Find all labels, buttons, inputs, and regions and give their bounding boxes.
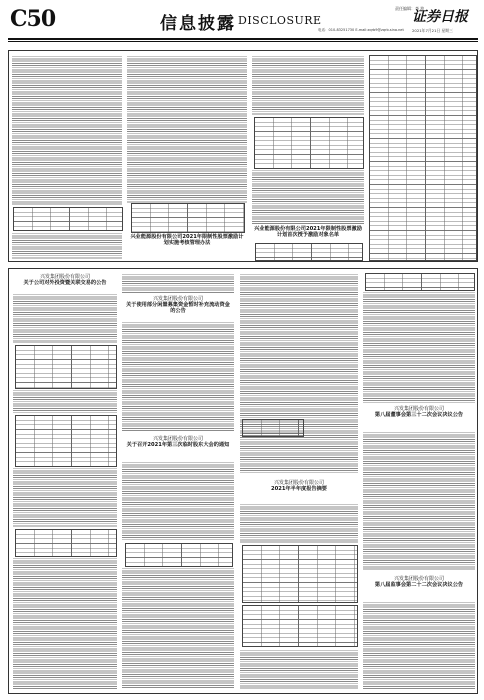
text-column: [12, 55, 122, 205]
notice-title: [124, 295, 232, 316]
data-table: [242, 419, 304, 437]
text-column: [122, 567, 234, 689]
notice-title: [129, 233, 245, 247]
notice-heading: 兴业能源股份有限公司2021年限制性股票激励计划实施考核管理办法: [130, 234, 244, 247]
data-table: [15, 345, 117, 389]
text-column: [252, 169, 364, 224]
contact-line: 电话：010-83251730 E-mail:zqrb9@zqrb.sina.net: [318, 28, 404, 32]
notice-heading: 关于使用部分闲置募集资金暂时补充流动资金的公告: [126, 302, 230, 315]
notice-title: [252, 225, 364, 239]
data-table: [131, 203, 245, 233]
text-column: [13, 389, 117, 413]
data-table: [254, 117, 364, 169]
company-name: 兴发集团股份有限公司: [152, 296, 203, 302]
upper-notice-panel: [8, 50, 478, 262]
notice-title: [242, 479, 356, 493]
company-name: 兴发集团股份有限公司: [39, 274, 90, 280]
data-table: [15, 415, 117, 467]
text-column: [240, 273, 358, 473]
text-column: [363, 601, 475, 689]
notice-heading: 第八届董事会第三十二次会议决议公告: [374, 412, 464, 419]
text-column: [252, 55, 364, 115]
text-column: [363, 291, 475, 403]
data-table: [255, 243, 363, 261]
text-column: [240, 649, 358, 689]
data-table: [15, 529, 117, 557]
text-column: [122, 273, 234, 293]
notice-heading: 关于公司对外投资暨关联交易的公告: [23, 280, 107, 287]
text-column: [12, 232, 122, 259]
text-column: [127, 55, 247, 203]
company-name: 兴发集团股份有限公司: [273, 480, 324, 486]
notice-title: [365, 405, 473, 419]
data-table: [242, 605, 358, 647]
page-number: C50: [10, 6, 56, 32]
notice-title: [365, 575, 473, 589]
text-column: [363, 431, 475, 571]
data-table: [365, 273, 475, 291]
section-title-en: DISCLOSURE: [238, 14, 322, 27]
roster-table: [369, 55, 477, 261]
company-name: 兴发集团股份有限公司: [393, 576, 444, 582]
text-column: [13, 557, 117, 689]
data-table: [242, 545, 358, 603]
text-column: [240, 503, 358, 543]
header-rule-thin: [8, 41, 478, 42]
notice-title: [15, 273, 115, 287]
notice-title: [124, 435, 232, 449]
text-column: [122, 321, 234, 431]
text-column: [13, 467, 117, 527]
text-column: [122, 461, 234, 541]
notice-heading: 2021年半年度报告摘要: [271, 486, 327, 493]
notice-heading: 第八届监事会第二十二次会议决议公告: [374, 582, 464, 589]
masthead-logo: 证券日报: [412, 9, 468, 25]
date-line: 2021年7月21日 星期三: [412, 28, 453, 33]
section-title: 信息披露: [160, 14, 236, 34]
notice-heading: 兴业能源股份有限公司2021年限制性股票激励计划首次授予激励对象名单: [254, 226, 362, 239]
notice-heading: 关于召开2021年第三次临时股东大会的通知: [126, 442, 230, 449]
lower-notice-panel: [8, 268, 478, 694]
editors-line: 责任编辑：李 波: [395, 6, 425, 11]
header-rule: [8, 38, 478, 40]
text-column: [13, 293, 117, 343]
data-table: [125, 543, 233, 567]
company-name: 兴发集团股份有限公司: [152, 436, 203, 442]
data-table: [13, 207, 123, 231]
company-name: 兴发集团股份有限公司: [393, 406, 444, 412]
